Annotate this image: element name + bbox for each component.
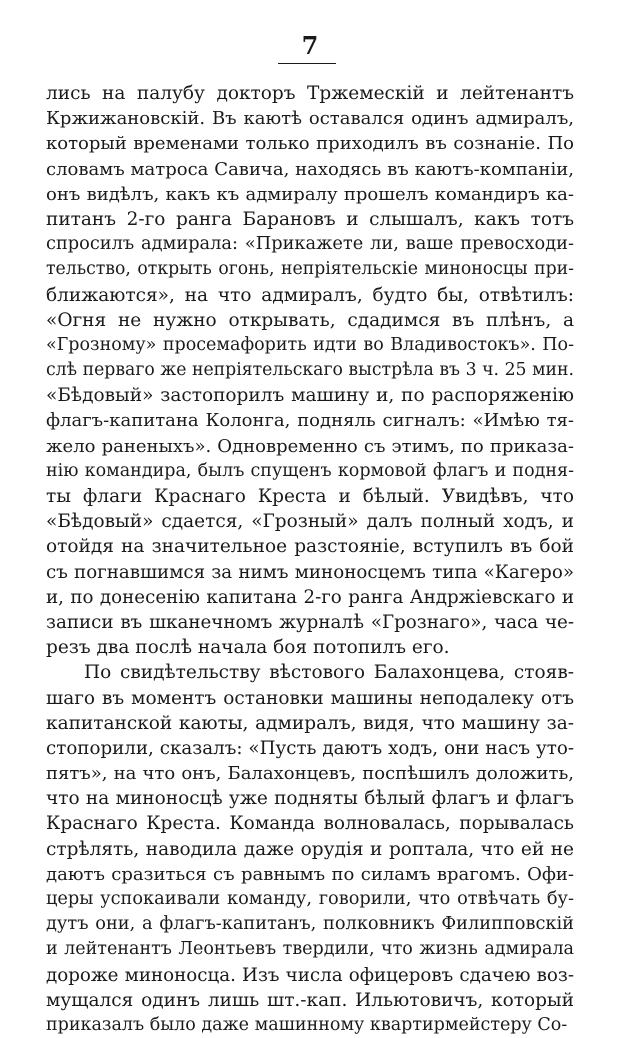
text-line: спросилъ адмирала: «Прикажете ли, ваше превосходи- — [46, 234, 574, 255]
page-number: 7 — [301, 31, 319, 60]
text-line: Краснаго Креста. Команда волновалась, порывалась — [46, 813, 574, 835]
text-line: съ погнавшимся за нимъ миноносцемъ типа «Кагеро» — [46, 561, 574, 583]
body-text — [46, 81, 574, 1038]
text-line: тельство, открыть огонь, непрiятельскiе миноносцы при- — [46, 259, 574, 280]
text-line: стрѣлять, наводила даже орудiя и роптала, что ей не — [46, 838, 574, 860]
text-line: пятъ», на что онъ, Балахонцевъ, поспѣшилъ доложить, — [46, 763, 574, 785]
text-line: «Грозному» просемафорить идти во Владивостокъ». По- — [46, 334, 574, 355]
text-line: и лейтенантъ Леонтьевъ твердили, что жизнь адмирала — [46, 939, 574, 960]
text-line: флагъ-капитана Колонга, подняль сигналъ: «Имѣю тя- — [46, 410, 574, 432]
text-line: стопорили, сказалъ: «Пусть даютъ ходъ, они насъ уто- — [46, 737, 574, 759]
text-line: нiю командира, былъ спущенъ кормовой флагъ и подня- — [46, 460, 574, 481]
paragraph — [46, 660, 574, 1038]
text-line: «Огня не нужно открывать, сдадимся въ плѣнъ, а — [46, 309, 574, 331]
text-line: что на миноносцѣ уже подняты бѣлый флагъ и флагъ — [46, 788, 574, 810]
text-line: и, по донесенiю капитана 2-го ранга Андржiевскаго и — [46, 586, 574, 608]
text-line: дутъ они, а флагъ-капитанъ, полковникъ Филипповскiй — [46, 914, 574, 935]
text-line: онъ видѣлъ, какъ къ адмиралу прошелъ командиръ ка- — [46, 183, 574, 205]
text-line: мущался одинъ лишь шт.-кап. Ильютовичъ, который — [46, 989, 574, 1011]
text-line: лись на палубу докторъ Тржемескiй и лейтенантъ — [46, 83, 574, 104]
text-line: даютъ сразиться съ равнымъ по силамъ врагомъ. Офи- — [46, 863, 574, 885]
text-line: который временами только приходилъ въ сознанiе. По — [46, 133, 574, 155]
text-line: церы успокаивали команду, говорили, что отвѣчать бу- — [46, 889, 574, 909]
text-line: ты флаги Краснаго Креста и бѣлый. Увидѣвъ, что — [46, 486, 574, 507]
text-line: ближаются», на что адмиралъ, будто бы, отвѣтилъ: — [46, 284, 574, 306]
text-line: жело раненыхъ». Одновременно съ этимъ, по приказа- — [46, 435, 574, 457]
text-line: шаго въ моментъ остановки машины неподалеку отъ — [46, 687, 574, 709]
page-number-rule — [278, 63, 336, 64]
text-line: «Бѣдовый» застопорилъ машину и, по распоряженiю — [46, 385, 574, 407]
text-line: приказалъ было даже машинному квартирмейстеру Со- — [46, 1014, 568, 1035]
text-line: словамъ матроса Савича, находясь въ каютъ-компанiи, — [46, 158, 574, 180]
paragraph — [46, 81, 574, 660]
text-line: слѣ перваго же непрiятельскаго выстрѣла въ 3 ч. 25 мин. — [46, 360, 574, 381]
text-line: питанъ 2-го ранга Барановъ и слышалъ, какъ тотъ — [46, 208, 574, 230]
text-line: «Бѣдовый» сдается, «Грозный» далъ полный ходъ, и — [46, 511, 574, 533]
text-line: записи въ шканечномъ журналѣ «Грознаго», часа че- — [46, 611, 574, 633]
text-line: дороже миноносца. Изъ числа офицеровъ сдачею воз- — [46, 964, 574, 986]
text-line: Кржижановскiй. Въ каютѣ оставался одинъ адмиралъ, — [46, 108, 574, 130]
text-line: отойдя на значительное разстоянiе, вступилъ въ бой — [46, 536, 574, 558]
text-line: По свидѣтельству вѣстового Балахонцева, стояв- — [84, 662, 574, 684]
text-line: резъ два послѣ начала боя потопилъ его. — [46, 637, 450, 659]
text-line: капитанской каюты, адмиралъ, видя, что машину за- — [46, 712, 574, 734]
